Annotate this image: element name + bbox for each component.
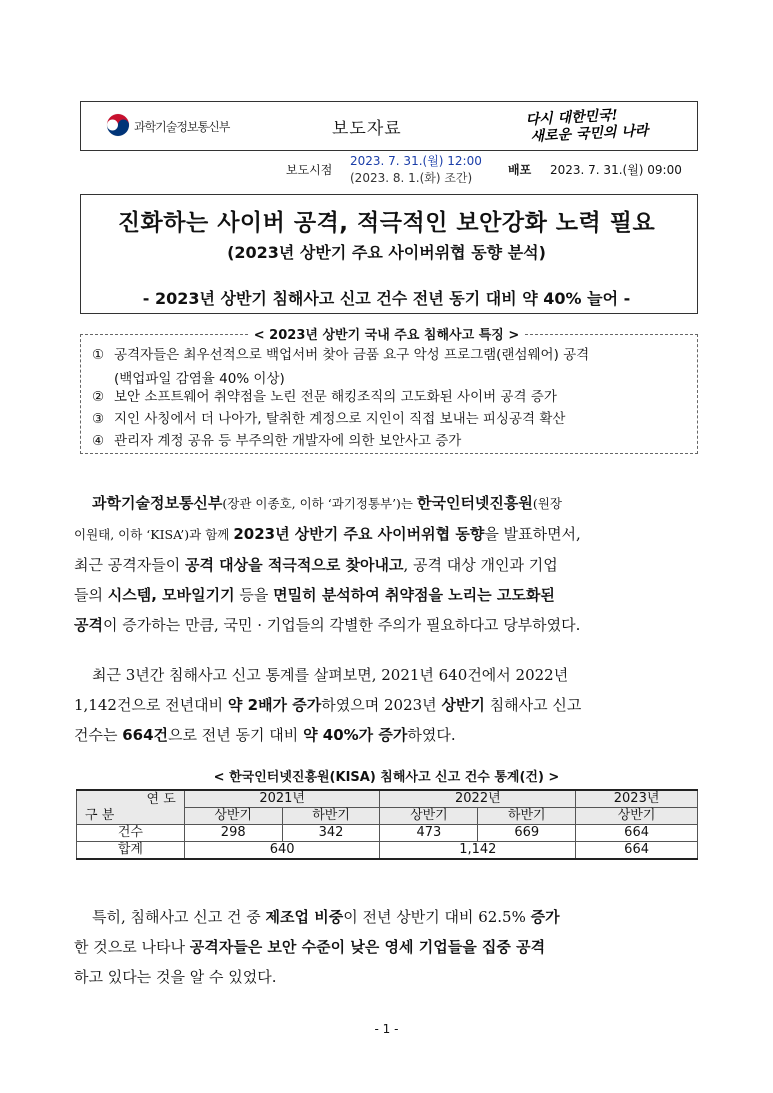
table-half-header: 상반기: [576, 808, 698, 825]
doc-type: 보도자료: [332, 119, 402, 139]
table-cell: 664: [576, 842, 698, 860]
table-cell: 640: [184, 842, 380, 860]
para3-line: 한 것으로 나타나 공격자들은 보안 수준이 낮은 영세 기업들을 집중 공격: [74, 938, 546, 956]
summary-headline: - 2023년 상반기 침해사고 신고 건수 전년 동기 대비 약 40% 늘어 -: [142, 289, 631, 308]
slogan-line-1: 다시 대한민국!: [525, 107, 619, 129]
government-emblem-icon: [106, 113, 130, 137]
release-date: 2023. 7. 31.(월) 12:00: [350, 154, 482, 168]
para2-line: 1,142건으로 전년대비 약 2배가 증가하였으며 2023년 상반기 침해사고 신고: [74, 696, 582, 714]
para2-line: 건수는 664건으로 전년 동기 대비 약 40%가 증가하였다.: [74, 726, 456, 744]
release-date-paper: (2023. 8. 1.(화) 조간): [350, 171, 473, 185]
paragraph-1: [74, 488, 700, 640]
table-row: [77, 825, 698, 842]
table-cell: 473: [380, 825, 478, 842]
ministry-name: 과학기술정보통신부: [134, 120, 230, 134]
release-label: 보도시점: [286, 163, 333, 177]
slogan-line-2: 새로운 국민의 나라: [530, 122, 649, 145]
feature-item: ② 보안 소프트웨어 취약점을 노린 전문 해킹조직의 고도화된 사이버 공격 증가: [92, 389, 557, 405]
table-half-header: 상반기: [380, 808, 478, 825]
para1-line: 이원태, 이하 ‘KISA’)과 함께 2023년 상반기 주요 사이버위협 동향을 발표하면서,: [74, 525, 581, 543]
table-half-header: 상반기: [184, 808, 282, 825]
para2-line: 최근 3년간 침해사고 신고 통계를 살펴보면, 2021년 640건에서 2022년: [92, 666, 569, 684]
feature-item: ① 공격자들은 최우선적으로 백업서버 찾아 금품 요구 악성 프로그램(랜섬웨어) 공격: [92, 347, 590, 363]
subheadline: (2023년 상반기 주요 사이버위협 동향 분석): [227, 243, 546, 262]
distribution-date: 2023. 7. 31.(월) 09:00: [550, 163, 682, 177]
table-year-header: 2021년: [184, 790, 380, 808]
table-cell: 664: [576, 825, 698, 842]
paragraph-3: [74, 902, 700, 992]
feature-item: ③ 지인 사칭에서 더 나아가, 탈취한 계정으로 지인이 직접 보내는 피싱공격 확산: [92, 411, 566, 427]
table-cell: 342: [282, 825, 380, 842]
distribution-label: 배포: [508, 163, 532, 177]
table-title: < 한국인터넷진흥원(KISA) 침해사고 신고 건수 통계(건) >: [213, 770, 560, 785]
features-title: < 2023년 상반기 국내 주요 침해사고 특징 >: [0, 324, 773, 343]
page-number: - 1 -: [374, 1022, 399, 1036]
para3-line: 특히, 침해사고 신고 건 중 제조업 비중이 전년 상반기 대비 62.5% 증가: [92, 908, 560, 926]
feature-item-continuation: (백업파일 감염율 40% 이상): [114, 371, 285, 387]
table-corner-cell: 연 도 구 분: [77, 790, 185, 825]
table-cell: 1,142: [380, 842, 576, 860]
stats-table: [76, 789, 698, 860]
paragraph-2: [74, 660, 700, 750]
table-row: [77, 842, 698, 860]
table-cell: 298: [184, 825, 282, 842]
table-row: [77, 790, 698, 808]
para1-line: 공격이 증가하는 만큼, 국민 · 기업들의 각별한 주의가 필요하다고 당부하였다.: [74, 616, 581, 634]
para3-line: 하고 있다는 것을 알 수 있었다.: [74, 968, 277, 986]
table-year-header: 2022년: [380, 790, 576, 808]
para1-line: 최근 공격자들이 공격 대상을 적극적으로 찾아내고, 공격 대상 개인과 기업: [74, 556, 558, 574]
table-year-header: 2023년: [576, 790, 698, 808]
para1-line: 과학기술정보통신부(장관 이종호, 이하 ‘과기정통부’)는 한국인터넷진흥원(원장: [92, 494, 562, 512]
para1-line: 들의 시스템, 모바일기기 등을 면밀히 분석하여 취약점을 노리는 고도화된: [74, 586, 555, 604]
table-cell: 669: [478, 825, 576, 842]
table-half-header: 하반기: [478, 808, 576, 825]
table-half-header: 하반기: [282, 808, 380, 825]
table-row-label: 건수: [77, 825, 185, 842]
table-row-label: 합계: [77, 842, 185, 860]
feature-item: ④ 관리자 계정 공유 등 부주의한 개발자에 의한 보안사고 증가: [92, 433, 462, 449]
headline: 진화하는 사이버 공격, 적극적인 보안강화 노력 필요: [117, 210, 656, 236]
